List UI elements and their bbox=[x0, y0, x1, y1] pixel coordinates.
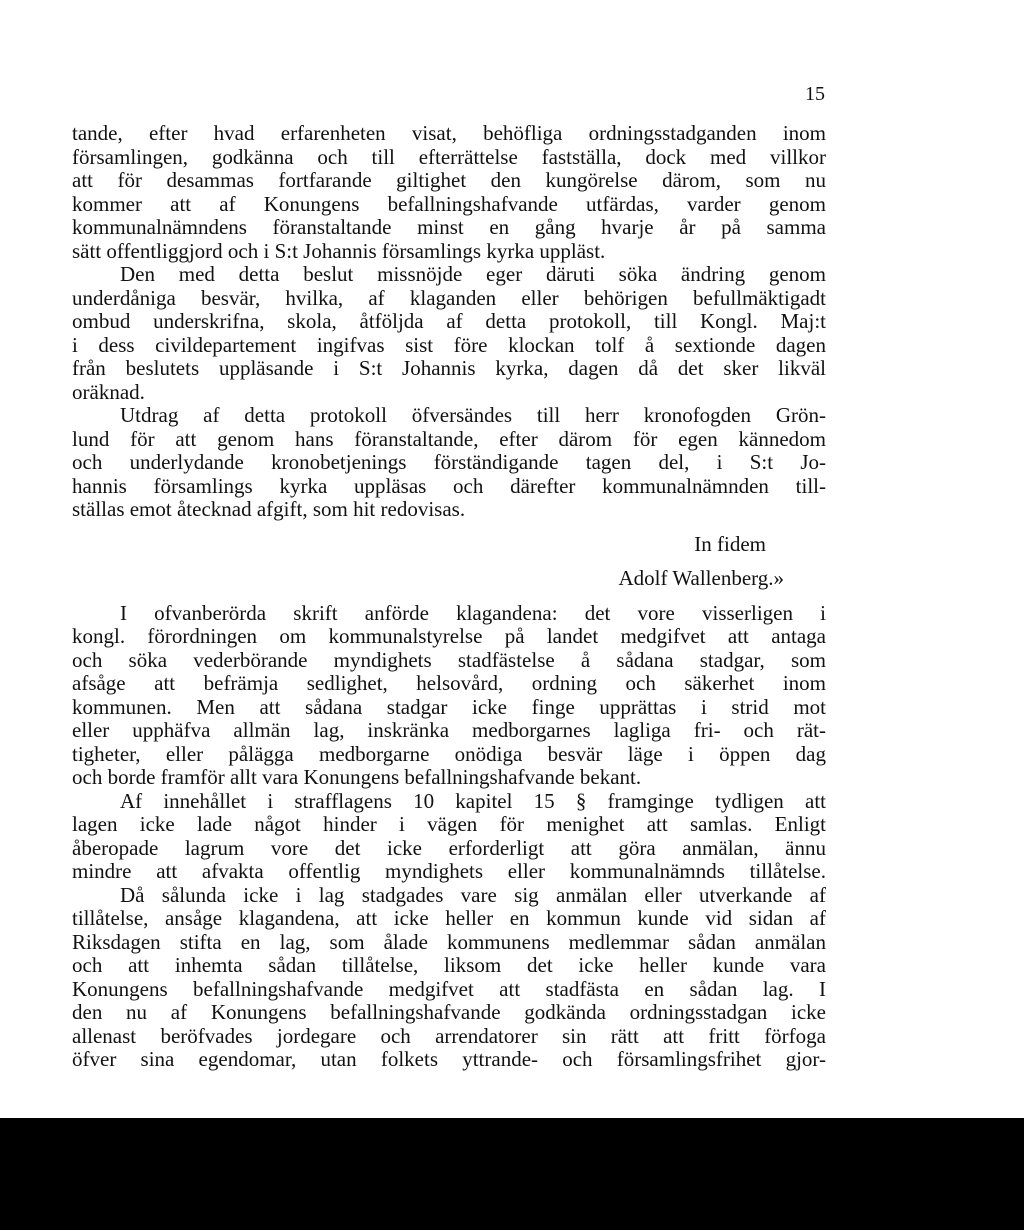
text-line: från beslutets uppläsande i S:t Johannis kyrka, dagen då det sker likväl bbox=[72, 357, 826, 380]
text-line: att för desammas fortfarande giltighet den kungörelse därom, som nu bbox=[72, 169, 826, 192]
text-line: åberopade lagrum vore det icke erforderligt att göra anmälan, ännu bbox=[72, 836, 826, 860]
text-line: i dess civildepartement ingifvas sist före klockan tolf å sextionde dagen bbox=[72, 333, 826, 357]
text-line: och söka vederbörande myndighets stadfästelse å sådana stadgar, som bbox=[72, 648, 826, 672]
text-line: underdåniga besvär, hvilka, af klaganden eller behörigen befullmäktigadt bbox=[72, 286, 826, 310]
text-line: kommer att af Konungens befallningshafvande utfärdas, varder genom bbox=[72, 192, 826, 216]
text-line: lund för att genom hans föranstaltande, efter därom för egen kännedom bbox=[72, 427, 826, 451]
text-line: lagen icke lade något hinder i vägen för menighet att samlas. Enligt bbox=[72, 813, 826, 836]
page-number: 15 bbox=[805, 83, 825, 105]
spacer bbox=[72, 591, 826, 602]
body-text bbox=[72, 122, 826, 1072]
text-line: kommunen. Men att sådana stadgar icke finge upprättas i strid mot bbox=[72, 695, 826, 719]
text-line: oräknad. bbox=[72, 380, 145, 404]
text-line: Af innehållet i strafflagens 10 kapitel 15 § framginge tydligen att bbox=[120, 789, 826, 813]
text-line: eller upphäfva allmän lag, inskränka medborgarnes lagliga fri- och rät- bbox=[72, 719, 826, 742]
text-line: kongl. förordningen om kommunalstyrelse på landet medgifvet att antaga bbox=[72, 625, 826, 648]
text-line: Utdrag af detta protokoll öfversändes till herr kronofogden Grön- bbox=[120, 404, 826, 427]
text-line: och borde framför allt vara Konungens befallningshafvande bekant. bbox=[72, 766, 642, 789]
spacer bbox=[72, 556, 826, 567]
text-line: församlingen, godkänna och till efterrättelse fastställa, dock med villkor bbox=[72, 145, 826, 169]
text-line: tande, efter hvad erfarenheten visat, behöfliga ordningsstadganden inom bbox=[72, 122, 826, 145]
spacer bbox=[72, 522, 826, 533]
text-line: tillåtelse, ansåge klagandena, att icke heller en kommun kunde vid sidan af bbox=[72, 907, 826, 930]
text-line: tigheter, eller pålägga medborgarne onödiga besvär läge i öppen dag bbox=[72, 742, 826, 766]
text-line: Den med detta beslut missnöjde eger däruti söka ändring genom bbox=[120, 263, 826, 286]
text-line: afsåge att befrämja sedlighet, helsovård, ordning och säkerhet inom bbox=[72, 672, 826, 695]
scan-border bbox=[0, 1118, 1024, 1230]
text-line: allenast beröfvades jordegare och arrendatorer sin rätt att fritt förfoga bbox=[72, 1024, 826, 1048]
text-line: ställas emot åtecknad afgift, som hit redovisas. bbox=[72, 498, 466, 521]
closing-phrase: In fidem bbox=[694, 532, 766, 556]
text-line: mindre att afvakta offentlig myndighets eller kommunalnämnds tillåtelse. bbox=[72, 860, 826, 883]
text-line: sätt offentliggjord och i S:t Johannis församlings kyrka uppläst. bbox=[72, 239, 606, 263]
text-line: och underlydande kronobetjenings förständigande tagen del, i S:t Jo- bbox=[72, 451, 826, 474]
text-line: Konungens befallningshafvande medgifvet att stadfästa en sådan lag. I bbox=[72, 977, 826, 1001]
text-line: öfver sina egendomar, utan folkets yttrande- och församlingsfrihet gjor- bbox=[72, 1048, 826, 1071]
text-line: I ofvanberörda skrift anförde klagandena: det vore visserligen i bbox=[120, 601, 826, 625]
text-line: Riksdagen stifta en lag, som ålade kommunens medlemmar sådan anmälan bbox=[72, 930, 826, 954]
text-line: och att inhemta sådan tillåtelse, liksom det icke heller kunde vara bbox=[72, 954, 826, 977]
text-line: den nu af Konungens befallningshafvande godkända ordningsstadgan icke bbox=[72, 1001, 826, 1024]
text-line: Då sålunda icke i lag stadgades vare sig anmälan eller utverkande af bbox=[120, 883, 826, 907]
signature: Adolf Wallenberg.» bbox=[618, 567, 784, 590]
text-line: ombud underskrifna, skola, åtföljda af detta protokoll, till Kongl. Maj:t bbox=[72, 310, 826, 333]
text-line: hannis församlings kyrka uppläsas och därefter kommunalnämnden till- bbox=[72, 474, 826, 498]
text-line: kommunalnämndens föranstaltande minst en gång hvarje år på samma bbox=[72, 216, 826, 239]
